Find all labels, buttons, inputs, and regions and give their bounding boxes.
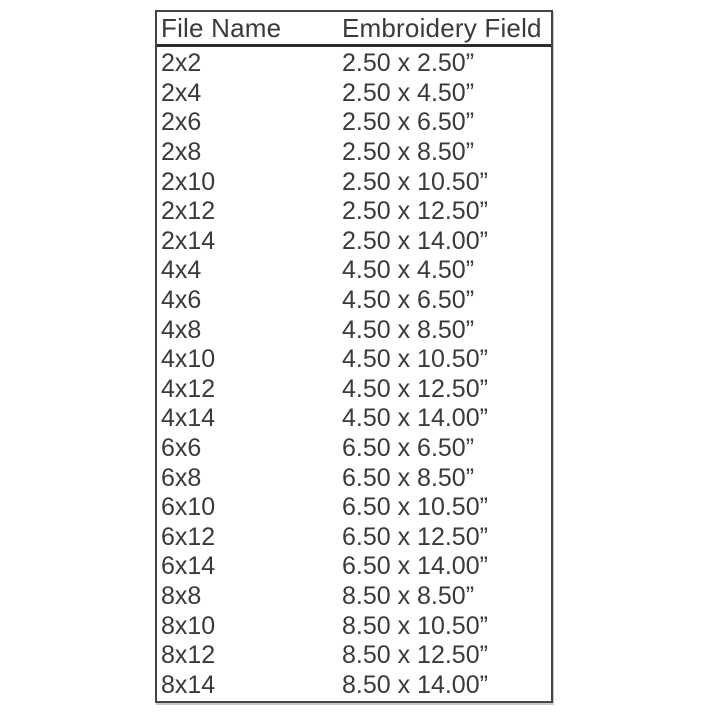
table-row [157, 434, 551, 464]
file-name-cell: 4x14 [161, 404, 216, 433]
table-row [157, 375, 551, 405]
file-name-cell: 6x12 [161, 522, 216, 551]
table-row [157, 108, 551, 138]
embroidery-field-cell: 4.50 x 12.50” [342, 374, 488, 403]
table-row [157, 197, 551, 227]
file-name-cell: 2x12 [161, 197, 216, 226]
file-name-cell: 4x10 [161, 345, 216, 374]
embroidery-field-cell: 2.50 x 10.50” [342, 167, 488, 196]
table-row [157, 286, 551, 316]
table-row [157, 552, 551, 582]
embroidery-field-cell: 6.50 x 8.50” [342, 463, 475, 492]
embroidery-field-cell: 6.50 x 10.50” [342, 493, 488, 522]
file-name-cell: 2x6 [161, 108, 202, 137]
file-name-cell: 6x6 [161, 434, 202, 463]
file-name-cell: 2x4 [161, 78, 202, 107]
file-name-cell: 8x14 [161, 670, 216, 699]
file-name-cell: 2x8 [161, 138, 202, 167]
table-row [157, 227, 551, 257]
table-row [157, 582, 551, 612]
file-name-cell: 6x8 [161, 463, 202, 492]
file-name-cell: 2x14 [161, 226, 216, 255]
file-name-cell: 6x10 [161, 493, 216, 522]
file-name-cell: 8x8 [161, 581, 202, 610]
embroidery-field-cell: 4.50 x 8.50” [342, 315, 475, 344]
file-name-cell: 6x14 [161, 552, 216, 581]
embroidery-field-cell: 2.50 x 8.50” [342, 138, 475, 167]
table-row [157, 345, 551, 375]
embroidery-field-cell: 8.50 x 14.00” [342, 670, 488, 699]
table-row [157, 167, 551, 197]
table-header-row [157, 12, 551, 47]
embroidery-field-cell: 8.50 x 10.50” [342, 611, 488, 640]
embroidery-field-cell: 6.50 x 6.50” [342, 434, 475, 463]
embroidery-field-cell: 6.50 x 12.50” [342, 522, 488, 551]
embroidery-field-cell: 2.50 x 2.50” [342, 49, 475, 78]
embroidery-field-cell: 2.50 x 4.50” [342, 78, 475, 107]
table-row [157, 493, 551, 523]
file-name-cell: 4x4 [161, 256, 202, 285]
embroidery-field-cell: 2.50 x 6.50” [342, 108, 475, 137]
file-name-cell: 4x6 [161, 286, 202, 315]
file-name-cell: 4x8 [161, 315, 202, 344]
table-row [157, 641, 551, 671]
file-name-cell: 8x12 [161, 641, 216, 670]
table-row [157, 611, 551, 641]
column-header-embroidery-field: Embroidery Field [342, 12, 542, 43]
embroidery-field-cell: 2.50 x 12.50” [342, 197, 488, 226]
table-row [157, 138, 551, 168]
table-row [157, 79, 551, 109]
file-name-cell: 2x10 [161, 167, 216, 196]
embroidery-field-cell: 4.50 x 10.50” [342, 345, 488, 374]
file-name-cell: 2x2 [161, 49, 202, 78]
embroidery-size-table [155, 10, 553, 703]
file-name-cell: 4x12 [161, 374, 216, 403]
embroidery-field-cell: 4.50 x 6.50” [342, 286, 475, 315]
embroidery-field-cell: 8.50 x 8.50” [342, 581, 475, 610]
embroidery-field-cell: 6.50 x 14.00” [342, 552, 488, 581]
table-row [157, 256, 551, 286]
embroidery-field-cell: 2.50 x 14.00” [342, 226, 488, 255]
embroidery-field-cell: 8.50 x 12.50” [342, 641, 488, 670]
embroidery-field-cell: 4.50 x 4.50” [342, 256, 475, 285]
file-name-cell: 8x10 [161, 611, 216, 640]
table-row [157, 523, 551, 553]
table-row [157, 315, 551, 345]
table-row [157, 404, 551, 434]
table-row [157, 670, 551, 700]
table-row [157, 463, 551, 493]
column-header-file-name: File Name [161, 12, 282, 43]
embroidery-field-cell: 4.50 x 14.00” [342, 404, 488, 433]
table-row [157, 49, 551, 79]
table-body [157, 47, 551, 700]
